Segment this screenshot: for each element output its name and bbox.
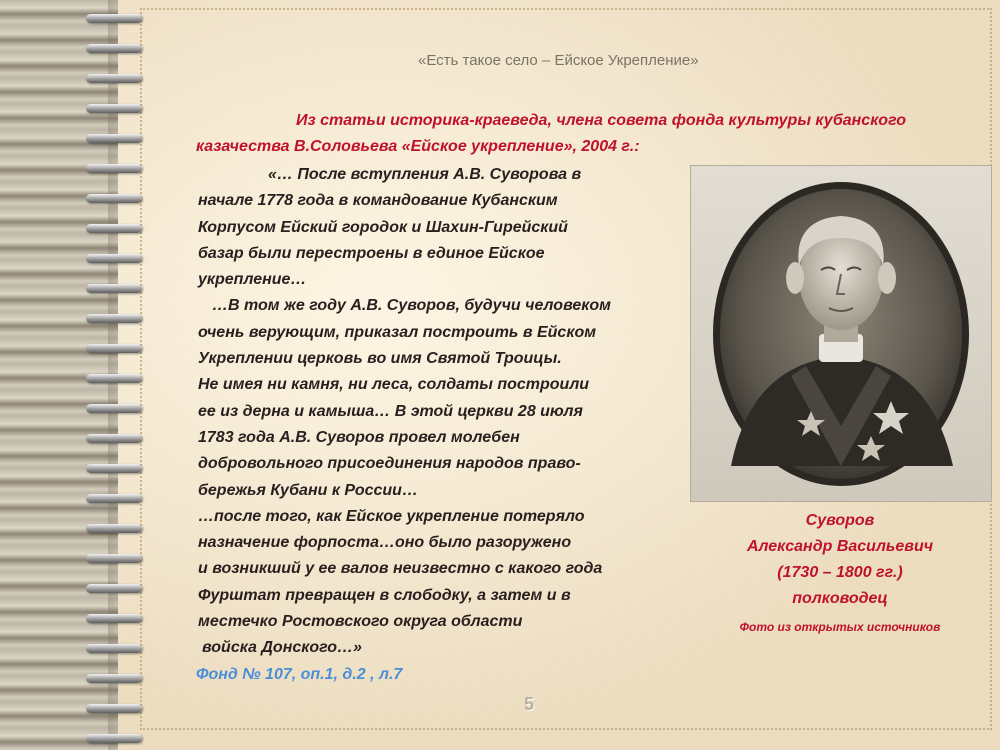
quote-line: войска Донского…» (202, 639, 362, 657)
portrait-image (690, 165, 992, 502)
quote-line: 1783 года А.В. Суворов провел молебен (198, 428, 520, 446)
archive-citation: Фонд № 107, оп.1, д.2 , л.7 (196, 666, 403, 683)
quote-line: очень верующим, приказал построить в Ейском (198, 323, 597, 341)
caption-line: Александр Васильевич (746, 538, 934, 555)
portrait-caption (690, 508, 990, 612)
quote-line: ее из дерна и камыша… В этой церкви 28 июля (198, 402, 583, 420)
quote-line: укрепление… (198, 271, 307, 289)
quote-line: Фурштат превращен в слободку, а затем и в (198, 586, 571, 604)
caption-line: полководец (792, 590, 888, 607)
quote-line: начале 1778 года в командование Кубанским (198, 192, 558, 210)
slide-header: «Есть такое село – Ейское Укрепление» (418, 52, 699, 69)
quote-body (198, 162, 698, 662)
quote-line: добровольного присоединения народов право- (198, 455, 581, 473)
quote-line: Не имея ни камня, ни леса, солдаты построили (198, 376, 590, 394)
quote-line: …В том же году А.В. Суворов, будучи человеком (212, 297, 611, 315)
intro-text: Из статьи историка-краеведа, члена совета фонда культуры кубанского казачества В.Соловьева «Ейское укрепление», 2004 г.: (196, 112, 906, 155)
page-number: 5 (524, 694, 535, 714)
photo-credit: Фото из открытых источников (739, 620, 941, 634)
quote-line: местечко Ростовского округа области (198, 613, 523, 631)
binding-rings (86, 0, 146, 750)
quote-line: Укреплении церковь во имя Святой Троицы. (198, 350, 562, 368)
quote-line: Корпусом Ейский городок и Шахин-Гирейский (198, 218, 568, 236)
quote-line: «… После вступления А.В. Суворова в (268, 166, 582, 183)
caption-line: Суворов (805, 512, 875, 529)
quote-line: …после того, как Ейское укрепление потеряло (198, 507, 585, 525)
quote-line: и возникший у ее валов неизвестно с какого года (198, 560, 603, 578)
caption-line: (1730 – 1800 гг.) (777, 564, 903, 581)
quote-line: базар были перестроены в единое Ейское (198, 244, 545, 262)
quote-line: бережья Кубани к России… (198, 481, 418, 499)
quote-line: назначение форпоста…оно было разоружено (198, 534, 572, 552)
portrait-engraving-icon (691, 166, 991, 501)
